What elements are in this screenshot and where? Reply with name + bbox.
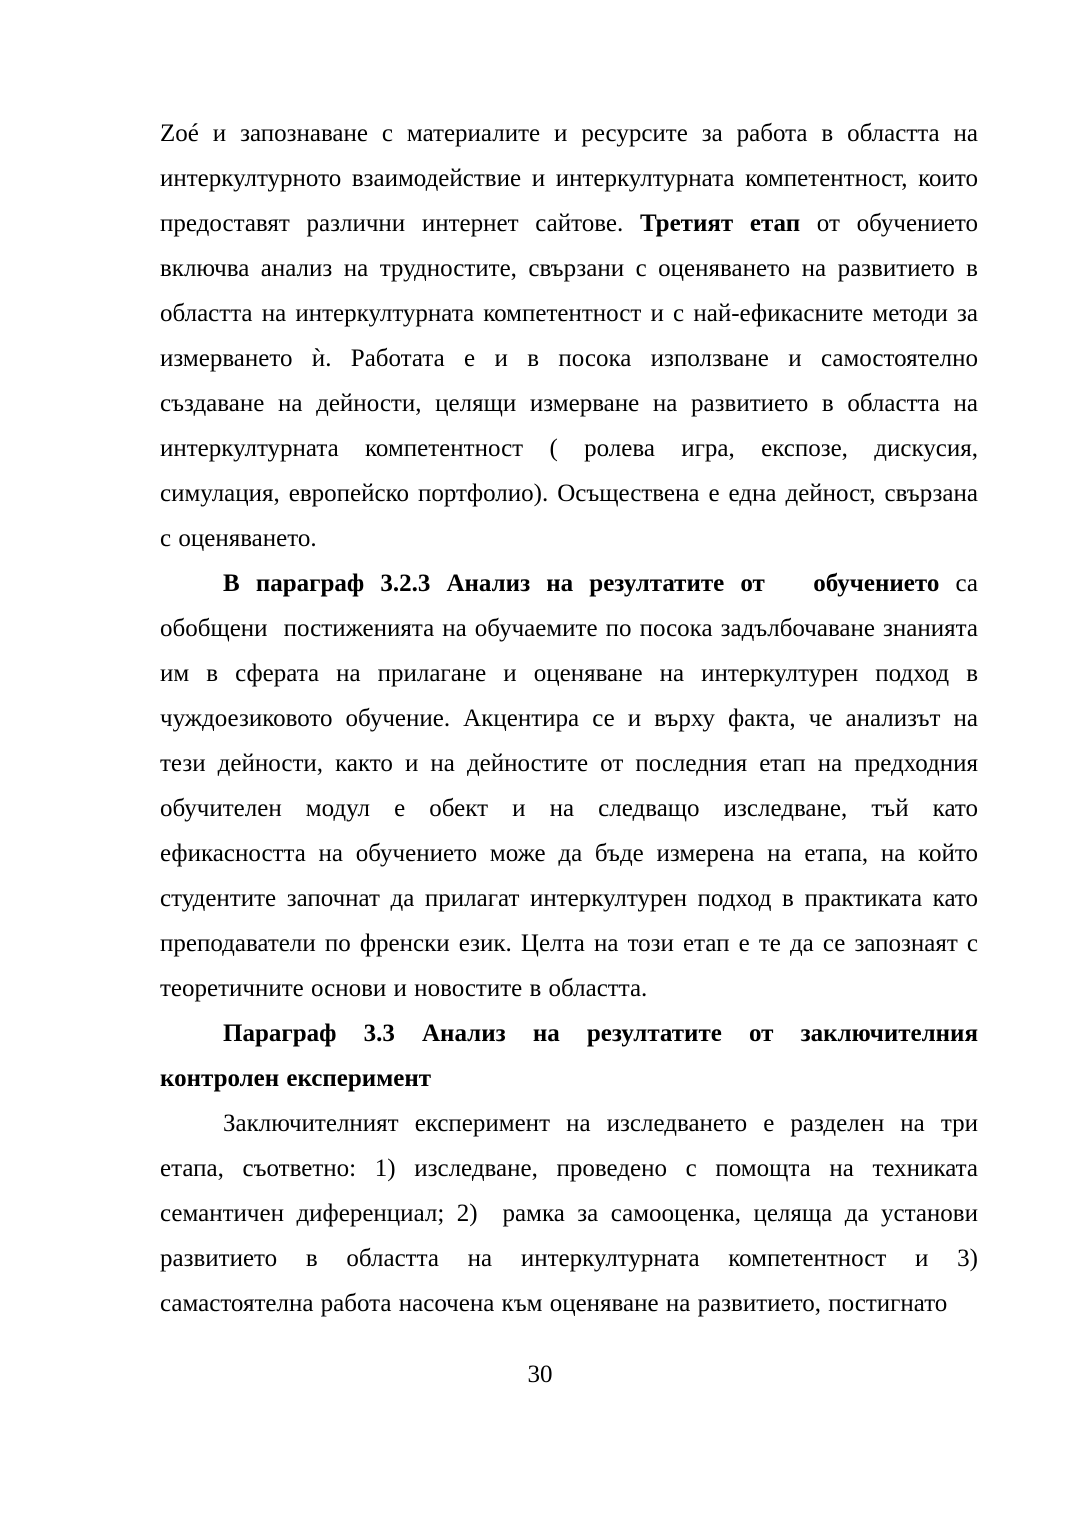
section-heading-3-3 (160, 1011, 978, 1101)
body-paragraph-2 (160, 561, 978, 1011)
text-run: Zoé и запознаване с материалите и ресурсите за работа в областта на интеркултурното взаимодействие и интеркултурната компетентност, които предоставят различни интернет сайтове. (160, 120, 978, 237)
text-run: Заключителният експеримент на изследването е разделен на три етапа, съответно: 1) изследване, проведено с помощта на техниката семантичен диференциал; 2) рамка за самооценка, целяща да установи развитието в областта на интеркултурната компетентност и 3) самастоятелна работа насочена към оценяване на развитието, постигнато (160, 1110, 978, 1317)
body-paragraph-1 (160, 111, 978, 561)
text-run: от обучението включва анализ на трудностите, свързани с оценяването на развитието в областта на интеркултурната компетентност и с най-ефикасните методи за измерването ѝ. Работата е и в посока използване и самостоятелно създаване на дейности, целящи измерване на развитието в областта на интеркултурната компетентност ( ролева игра, експозе, дискусия, симулация, европейско портфолио). Осъществена е една дейност, свързана с оценяването. (160, 210, 978, 552)
body-paragraph-3 (160, 1101, 978, 1326)
bold-text-run: В параграф 3.2.3 Анализ на резултатите от обучението (223, 570, 940, 597)
document-body (160, 111, 978, 1326)
page-number: 30 (527, 1361, 553, 1388)
text-run: са обобщени постиженията на обучаемите по посока задълбочаване знанията им в сферата на прилагане и оценяване на интеркултурен подход в чуждоезиковото обучение. Акцентира се и върху факта, че анализът на тези дейности, както и на дейностите от последния етап на предходния обучителен модул е обект и на следващо изследване, тъй като ефикасността на обучението може да бъде измерена на етапа, на който студентите започнат да прилагат интеркултурен подход в практиката като преподаватели по френски език. Целта на този етап е те да се запознаят с теоретичните основи и новостите в областта. (160, 570, 978, 1002)
bold-text-run: Третият етап (639, 210, 801, 237)
bold-text-run: Параграф 3.3 Анализ на резултатите от заключителния контролен експеримент (160, 1020, 978, 1092)
